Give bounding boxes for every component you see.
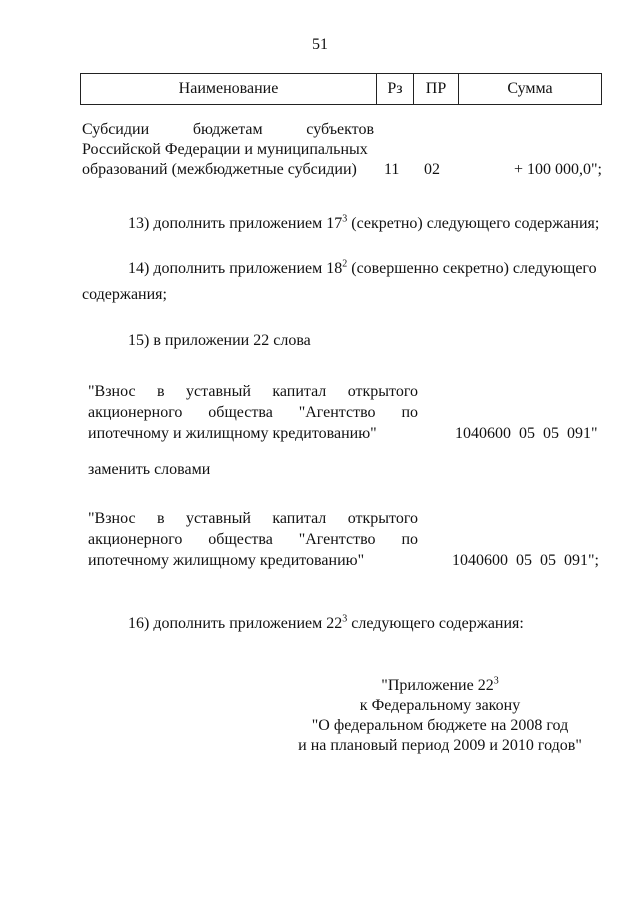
col-sum-header: Сумма (459, 74, 602, 105)
col-pr-header: ПР (414, 74, 459, 105)
old-entry-code: 1040600 05 05 091" (455, 425, 598, 442)
new-entry-line-3: ипотечному жилищному кредитованию" (88, 552, 365, 569)
old-entry-line-1: "Взнос в уставный капитал открытого (88, 383, 418, 400)
col-name-header: Наименование (81, 74, 377, 105)
replace-with: заменить словами (88, 461, 211, 478)
new-entry-line-1: "Взнос в уставный капитал открытого (88, 510, 418, 527)
item-14: 14) дополнить приложением $18^2$ (совершенно секретно) следующего (128, 258, 597, 277)
col-rz-header: Рз (377, 74, 414, 105)
appendix-line-2: к Федеральному закону (359, 697, 521, 714)
item-14-line-2: содержания; (82, 286, 167, 303)
old-entry-line-2: акционерного общества "Агентство по (88, 404, 418, 421)
subsidy-pr: 02 (424, 161, 440, 178)
item-13: 13) дополнить приложением $17^3$ (секретно) следующего содержания; (128, 213, 600, 232)
appendix-line-4: и на плановый период 2009 и 2010 годов" (298, 737, 582, 754)
header-table (80, 73, 602, 105)
item-15: 15) в приложении 22 слова (128, 332, 311, 349)
subsidy-line-2: Российской Федерации и муниципальных (82, 141, 368, 158)
new-entry-line-2: акционерного общества "Агентство по (88, 531, 418, 548)
subsidy-rz: 11 (384, 161, 400, 178)
new-entry-code: 1040600 05 05 091"; (452, 552, 599, 569)
subsidy-line-1: Субсидии бюджетам субъектов (82, 121, 374, 138)
page-number: 51 (312, 36, 328, 53)
subsidy-line-3: образований (межбюджетные субсидии) (82, 161, 357, 178)
appendix-line-3: "О федеральном бюджете на 2008 год (311, 717, 569, 734)
appendix-line-1: "Приложение $22^3$ (381, 675, 499, 694)
item-16: 16) дополнить приложением $22^3$ следующего содержания: (128, 613, 524, 632)
subsidy-sum: + 100 000,0"; (514, 161, 602, 178)
old-entry-line-3: ипотечному и жилищному кредитованию" (88, 425, 377, 442)
